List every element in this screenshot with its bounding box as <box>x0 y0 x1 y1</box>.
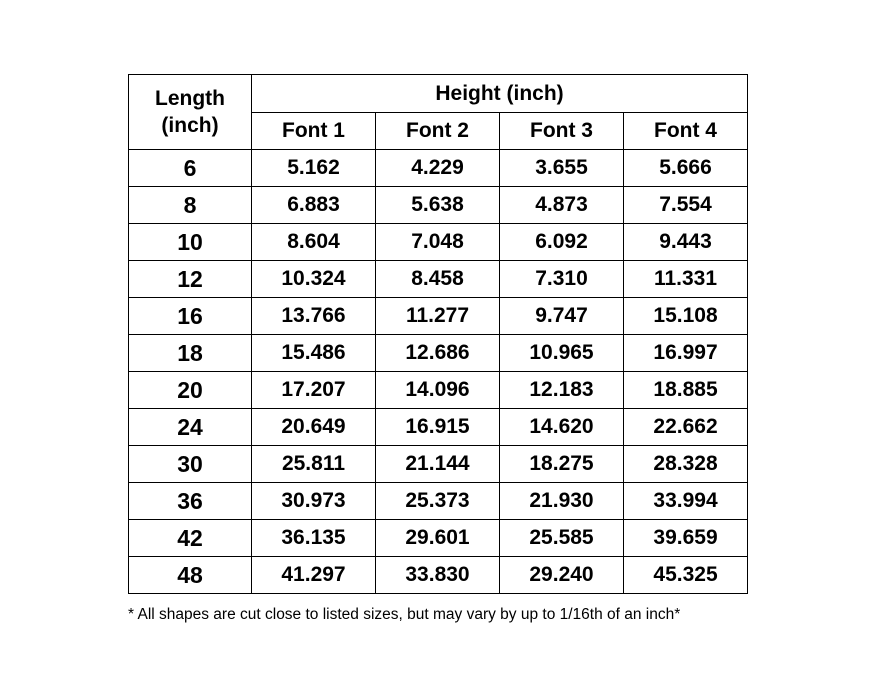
height-value-cell: 8.604 <box>252 224 376 261</box>
height-value-cell: 10.965 <box>500 335 624 372</box>
height-value-cell: 14.096 <box>376 372 500 409</box>
height-value-cell: 29.240 <box>500 557 624 594</box>
length-cell: 42 <box>129 520 252 557</box>
height-value-cell: 18.275 <box>500 446 624 483</box>
table-row <box>129 557 748 594</box>
height-value-cell: 30.973 <box>252 483 376 520</box>
height-value-cell: 6.883 <box>252 187 376 224</box>
table-row <box>129 335 748 372</box>
height-value-cell: 9.443 <box>624 224 748 261</box>
length-column-header <box>129 75 252 150</box>
height-value-cell: 33.994 <box>624 483 748 520</box>
height-value-cell: 4.229 <box>376 150 500 187</box>
height-value-cell: 25.811 <box>252 446 376 483</box>
length-cell: 30 <box>129 446 252 483</box>
table-row <box>129 520 748 557</box>
table-row <box>129 261 748 298</box>
font-1-header: Font 1 <box>252 113 376 150</box>
height-value-cell: 15.486 <box>252 335 376 372</box>
height-value-cell: 3.655 <box>500 150 624 187</box>
height-value-cell: 6.092 <box>500 224 624 261</box>
height-value-cell: 21.144 <box>376 446 500 483</box>
table-row <box>129 150 748 187</box>
length-cell: 12 <box>129 261 252 298</box>
height-value-cell: 17.207 <box>252 372 376 409</box>
height-value-cell: 14.620 <box>500 409 624 446</box>
length-header-line1: Length <box>155 87 225 110</box>
height-value-cell: 25.585 <box>500 520 624 557</box>
font-3-header: Font 3 <box>500 113 624 150</box>
height-value-cell: 15.108 <box>624 298 748 335</box>
table-body <box>129 150 748 594</box>
length-cell: 10 <box>129 224 252 261</box>
height-value-cell: 7.048 <box>376 224 500 261</box>
height-value-cell: 5.666 <box>624 150 748 187</box>
height-value-cell: 18.885 <box>624 372 748 409</box>
height-value-cell: 20.649 <box>252 409 376 446</box>
height-value-cell: 28.328 <box>624 446 748 483</box>
height-value-cell: 45.325 <box>624 557 748 594</box>
height-value-cell: 9.747 <box>500 298 624 335</box>
length-cell: 16 <box>129 298 252 335</box>
height-value-cell: 16.915 <box>376 409 500 446</box>
height-value-cell: 39.659 <box>624 520 748 557</box>
length-cell: 36 <box>129 483 252 520</box>
length-cell: 6 <box>129 150 252 187</box>
font-4-header: Font 4 <box>624 113 748 150</box>
height-value-cell: 33.830 <box>376 557 500 594</box>
height-value-cell: 41.297 <box>252 557 376 594</box>
height-value-cell: 5.162 <box>252 150 376 187</box>
table-header-row <box>129 75 748 113</box>
height-value-cell: 12.686 <box>376 335 500 372</box>
height-column-header: Height (inch) <box>252 75 748 113</box>
height-value-cell: 22.662 <box>624 409 748 446</box>
height-value-cell: 13.766 <box>252 298 376 335</box>
size-chart-table <box>128 74 748 594</box>
height-value-cell: 29.601 <box>376 520 500 557</box>
font-2-header: Font 2 <box>376 113 500 150</box>
table-row <box>129 224 748 261</box>
table-row <box>129 187 748 224</box>
table-row <box>129 372 748 409</box>
length-cell: 18 <box>129 335 252 372</box>
table-row <box>129 298 748 335</box>
length-cell: 48 <box>129 557 252 594</box>
table-row <box>129 409 748 446</box>
footnote: * All shapes are cut close to listed sizes, but may vary by up to 1/16th of an inch* <box>128 606 681 623</box>
table-row <box>129 446 748 483</box>
length-cell: 20 <box>129 372 252 409</box>
height-value-cell: 36.135 <box>252 520 376 557</box>
height-value-cell: 7.310 <box>500 261 624 298</box>
height-value-cell: 7.554 <box>624 187 748 224</box>
length-cell: 24 <box>129 409 252 446</box>
table-row <box>129 483 748 520</box>
height-value-cell: 12.183 <box>500 372 624 409</box>
height-value-cell: 21.930 <box>500 483 624 520</box>
length-header-line2: (inch) <box>161 114 219 137</box>
height-value-cell: 4.873 <box>500 187 624 224</box>
height-value-cell: 8.458 <box>376 261 500 298</box>
height-value-cell: 10.324 <box>252 261 376 298</box>
height-value-cell: 11.277 <box>376 298 500 335</box>
height-value-cell: 16.997 <box>624 335 748 372</box>
height-value-cell: 11.331 <box>624 261 748 298</box>
height-value-cell: 5.638 <box>376 187 500 224</box>
height-value-cell: 25.373 <box>376 483 500 520</box>
length-cell: 8 <box>129 187 252 224</box>
